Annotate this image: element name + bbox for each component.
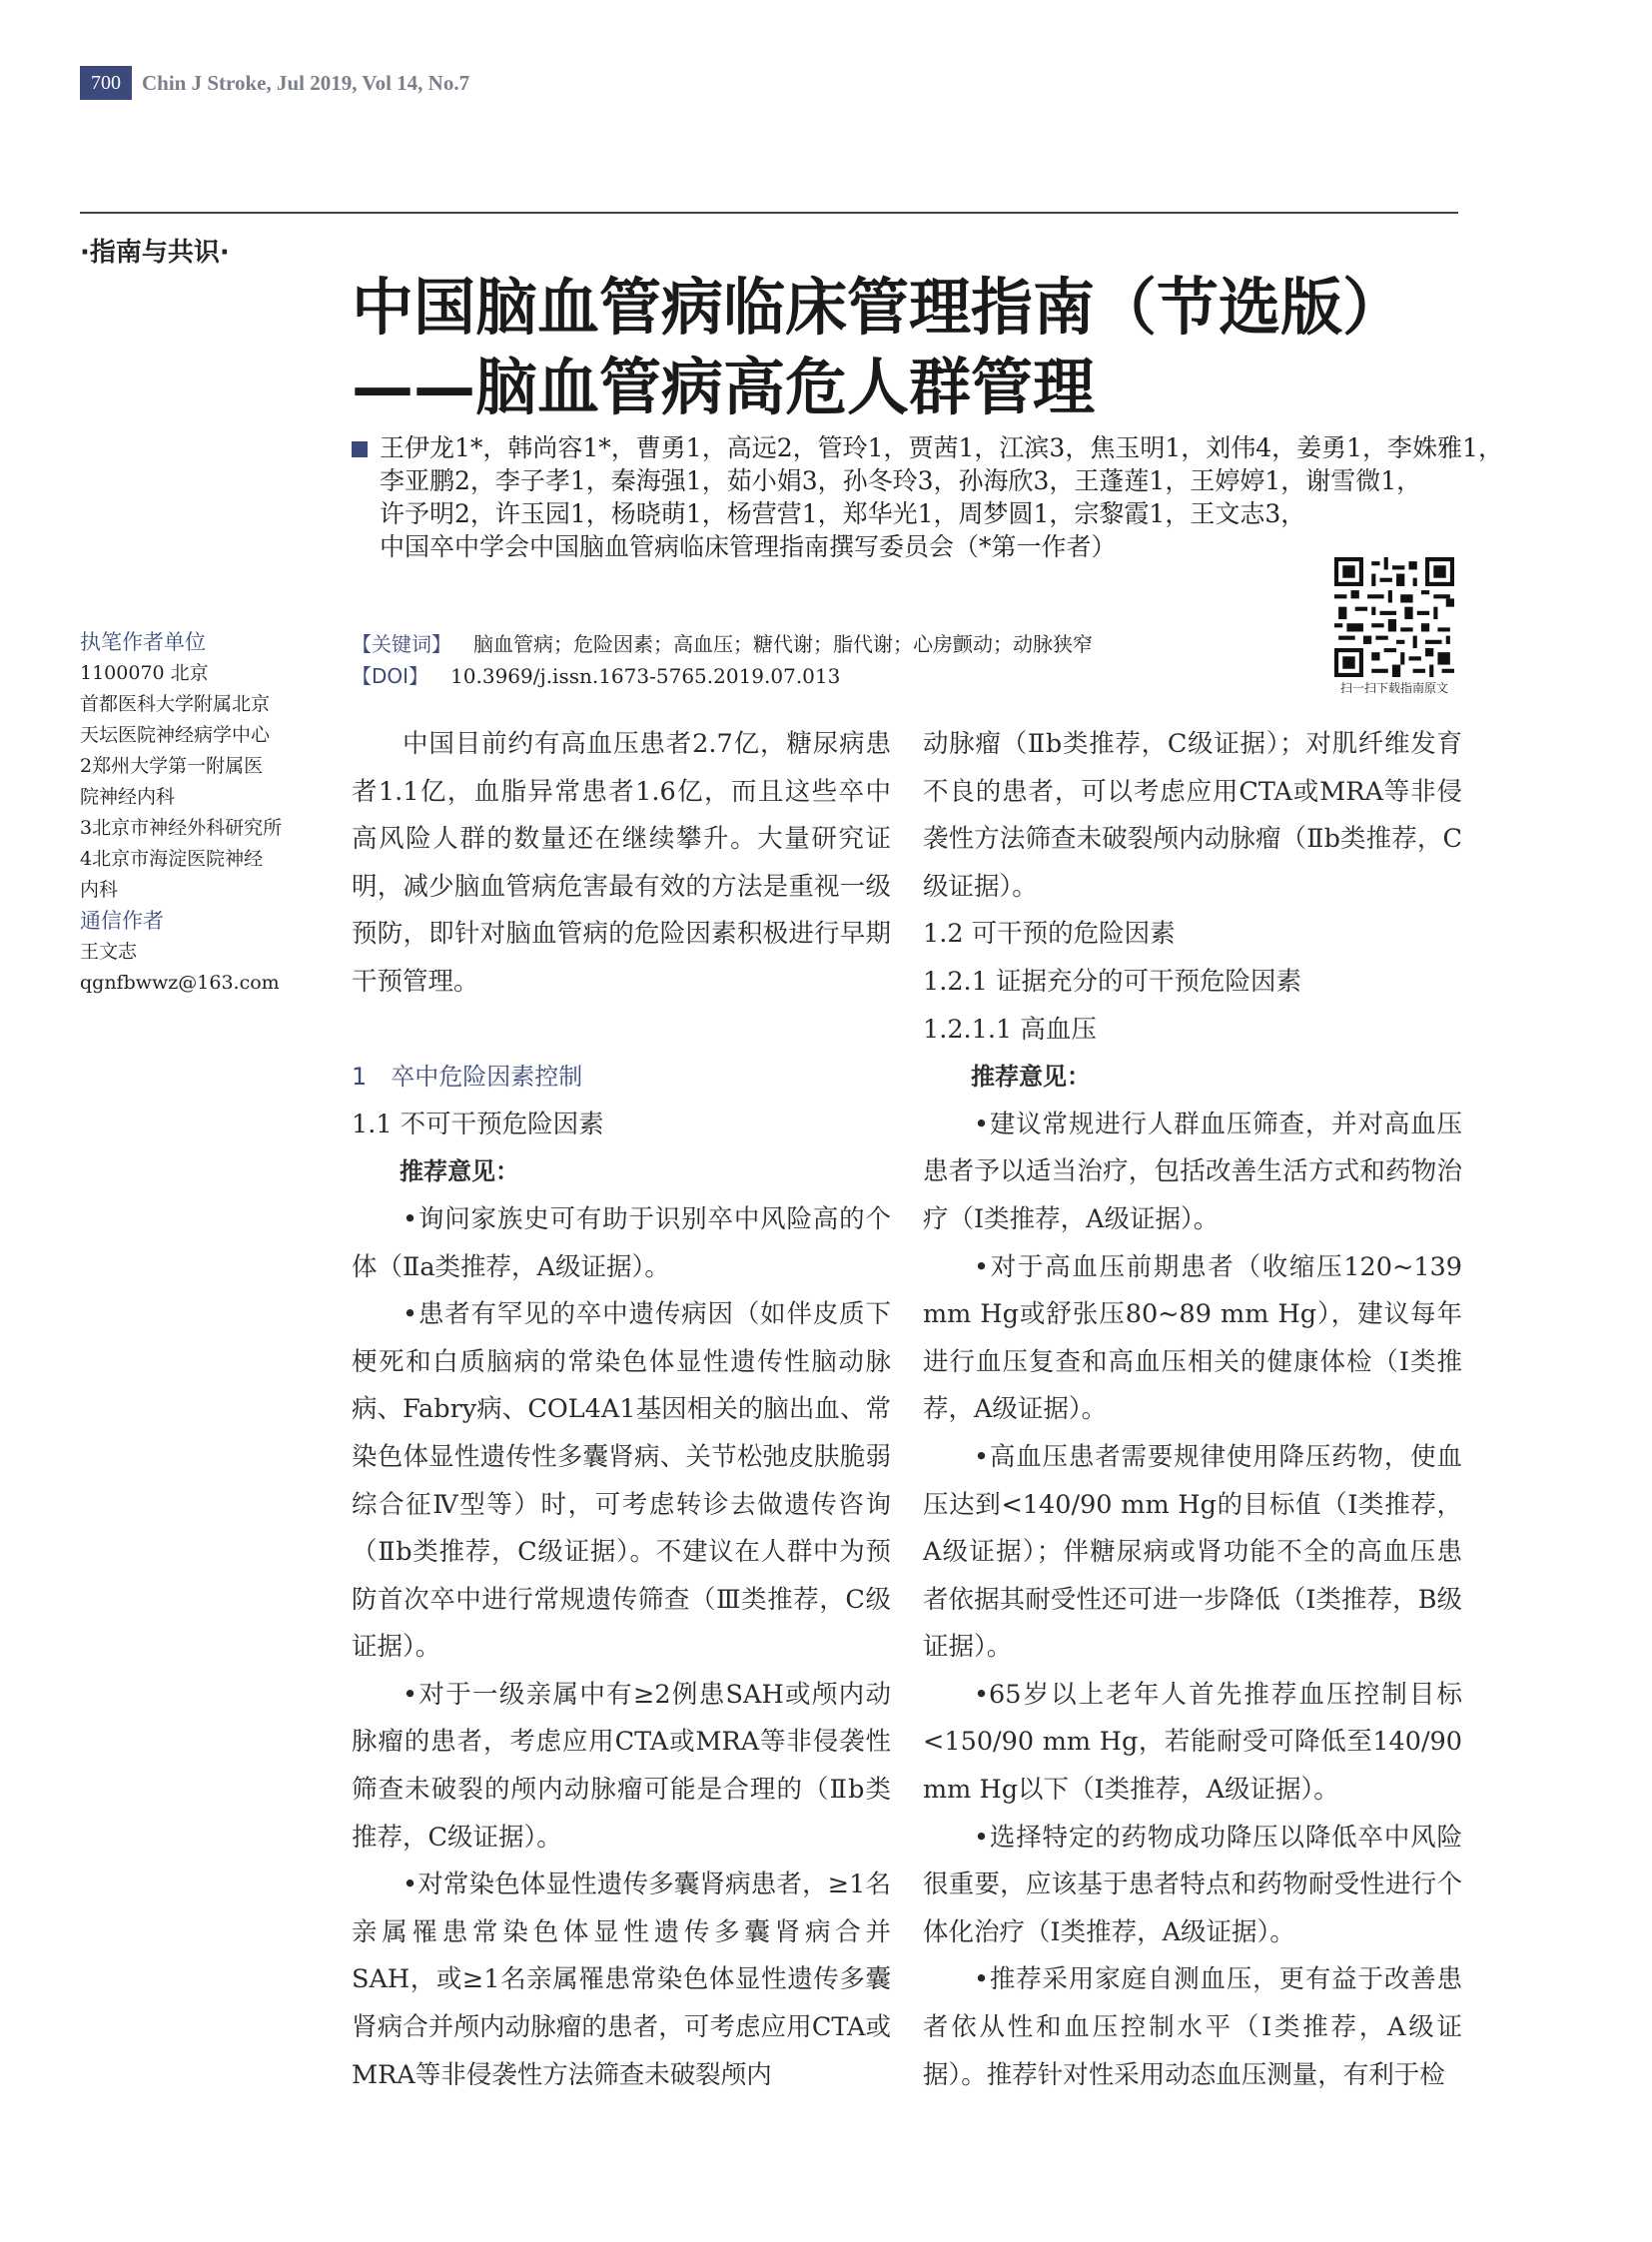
body-column-right	[923, 721, 1462, 2099]
qr-code-icon[interactable]	[1334, 557, 1454, 677]
recommendation-paragraph: •对常染色体显性遗传多囊肾病患者，≥1名亲属罹患常染色体显性遗传多囊肾病合并SAH，或≥1名亲属罹患常染色体显性遗传多囊肾病合并颅内动脉瘤的患者，可考虑应用CTA或MRA等非侵袭性方法筛查未破裂颅内	[352, 1869, 891, 2090]
affiliation-line: 天坛医院神经病学中心	[80, 724, 271, 746]
recommendation-label: 推荐意见：	[971, 1063, 1091, 1092]
affiliation-line: 3北京市神经外科研究所	[80, 817, 283, 839]
keywords-label: 【关键词】	[352, 632, 451, 656]
author-list	[352, 431, 1503, 563]
article-title	[352, 268, 1460, 427]
qr-caption: 扫一扫下载指南原文	[1339, 681, 1448, 695]
recommendation-paragraph: •推荐采用家庭自测血压，更有益于改善患者依从性和血压控制水平（Ⅰ类推荐，A级证据）。推荐针对性采用动态血压测量，有利于检	[923, 1964, 1462, 2090]
author-line-4: 中国卒中学会中国脑血管病临床管理指南撰写委员会（*第一作者）	[380, 532, 1117, 561]
recommendation-paragraph: •选择特定的药物成功降压以降低卒中风险很重要，应该基于患者特点和药物耐受性进行个体化治疗（Ⅰ类推荐，A级证据）。	[923, 1822, 1462, 1947]
correspondence-name: 王文志	[80, 941, 138, 963]
page-number: 700	[80, 66, 132, 100]
recommendation-paragraph: •询问家族史可有助于识别卒中风险高的个体（Ⅱa类推荐，A级证据）。	[352, 1203, 891, 1282]
continued-paragraph: 动脉瘤（Ⅱb类推荐，C级证据）；对肌纤维发育不良的患者，可以考虑应用CTA或MRA等非侵袭性方法筛查未破裂颅内动脉瘤（Ⅱb类推荐，C级证据）。	[923, 729, 1462, 902]
journal-citation: Chin J Stroke, Jul 2019, Vol 14, No.7	[142, 71, 470, 95]
affiliation-line: 内科	[80, 879, 119, 901]
recommendation-paragraph: •建议常规进行人群血压筛查，并对高血压患者予以适当治疗，包括改善生活方式和药物治疗（Ⅰ类推荐，A级证据）。	[923, 1109, 1462, 1234]
keywords-value: 脑血管病；危险因素；高血压；糖代谢；脂代谢；心房颤动；动脉狭窄	[473, 632, 1093, 656]
affiliation-line: 4北京市海淀医院神经	[80, 848, 264, 870]
body-column-left	[352, 721, 891, 2099]
recommendation-paragraph: •患者有罕见的卒中遗传病因（如伴皮质下梗死和白质脑病的常染色体显性遗传性脑动脉病、Fabry病、COL4A1基因相关的脑出血、常染色体显性遗传性多囊肾病、关节松弛皮肤脆弱综合征Ⅳ型等）时，可考虑转诊去做遗传咨询（Ⅱb类推荐，C级证据）。不建议在人群中为预防首次卒中进行常规遗传筛查（Ⅲ类推荐，C级证据）。	[352, 1299, 891, 1663]
recommendation-paragraph: •高血压患者需要规律使用降压药物，使血压达到<140/90 mm Hg的目标值（Ⅰ类推荐，A级证据）；伴糖尿病或肾功能不全的高血压患者依据其耐受性还可进一步降低（Ⅰ类推荐，B级证据）。	[923, 1441, 1462, 1663]
author-line-1: 王伊龙1*，韩尚容1*，曹勇1，高远2，管玲1，贾茜1，江滨3，焦玉明1，刘伟4，姜勇1，李姝雅1，	[380, 433, 1503, 462]
subsection-heading-1-2-1: 1.2.1 证据充分的可干预危险因素	[923, 966, 1301, 997]
affiliation-line: 1100070 北京	[80, 662, 209, 684]
affiliation-heading: 执笔作者单位	[80, 630, 206, 654]
section-label: ·指南与共识·	[80, 238, 230, 268]
affiliation-line: 院神经内科	[80, 786, 176, 808]
keywords-row	[352, 629, 1093, 659]
recommendation-paragraph: •对于一级亲属中有≥2例患SAH或颅内动脉瘤的患者，考虑应用CTA或MRA等非侵袭性筛查未破裂的颅内动脉瘤可能是合理的（Ⅱb类推荐，C级证据）。	[352, 1679, 891, 1853]
header-divider	[80, 212, 1458, 214]
doi-value[interactable]: 10.3969/j.issn.1673-5765.2019.07.013	[450, 664, 841, 688]
subsection-heading-1-2-1-1: 1.2.1.1 高血压	[923, 1014, 1097, 1045]
author-bullet-icon	[352, 441, 368, 457]
intro-paragraph: 中国目前约有高血压患者2.7亿，糖尿病患者1.1亿，血脂异常患者1.6亿，而且这些卒中高风险人群的数量还在继续攀升。大量研究证明，减少脑血管病危害最有效的方法是重视一级预防，即针对脑血管病的危险因素积极进行早期干预管理。	[352, 729, 891, 997]
doi-row	[352, 661, 840, 691]
section-heading-1: 1 卒中危险因素控制	[352, 1063, 583, 1092]
title-line-2: ——脑血管病高危人群管理	[352, 351, 1096, 423]
doi-label: 【DOI】	[352, 664, 429, 688]
affiliation-line: 首都医科大学附属北京	[80, 693, 271, 715]
author-line-2: 李亚鹏2，李子孝1，秦海强1，茹小娟3，孙冬玲3，孙海欣3，王蓬莲1，王婷婷1，谢雪微1，	[380, 466, 1422, 495]
recommendation-paragraph: •对于高血压前期患者（收缩压120~139 mm Hg或舒张压80~89 mm Hg），建议每年进行血压复查和高血压相关的健康体检（Ⅰ类推荐，A级证据）。	[923, 1251, 1462, 1425]
correspondence-email[interactable]: qgnfbwwz@163.com	[80, 972, 280, 994]
recommendation-label: 推荐意见：	[400, 1157, 519, 1186]
correspondence-heading: 通信作者	[80, 909, 164, 933]
title-line-1: 中国脑血管病临床管理指南（节选版）	[352, 271, 1405, 344]
recommendation-paragraph: •65岁以上老年人首先推荐血压控制目标<150/90 mm Hg，若能耐受可降低至140/90 mm Hg以下（Ⅰ类推荐，A级证据）。	[923, 1679, 1462, 1806]
author-line-3: 许予明2，许玉园1，杨晓萌1，杨营营1，郑华光1，周梦圆1，宗黎霞1，王文志3，	[380, 499, 1306, 528]
subsection-heading-1-1: 1.1 不可干预危险因素	[352, 1109, 604, 1139]
subsection-heading-1-2: 1.2 可干预的危险因素	[923, 919, 1176, 950]
affiliation-line: 2郑州大学第一附属医	[80, 755, 264, 777]
sidebar-affiliations	[80, 627, 320, 999]
